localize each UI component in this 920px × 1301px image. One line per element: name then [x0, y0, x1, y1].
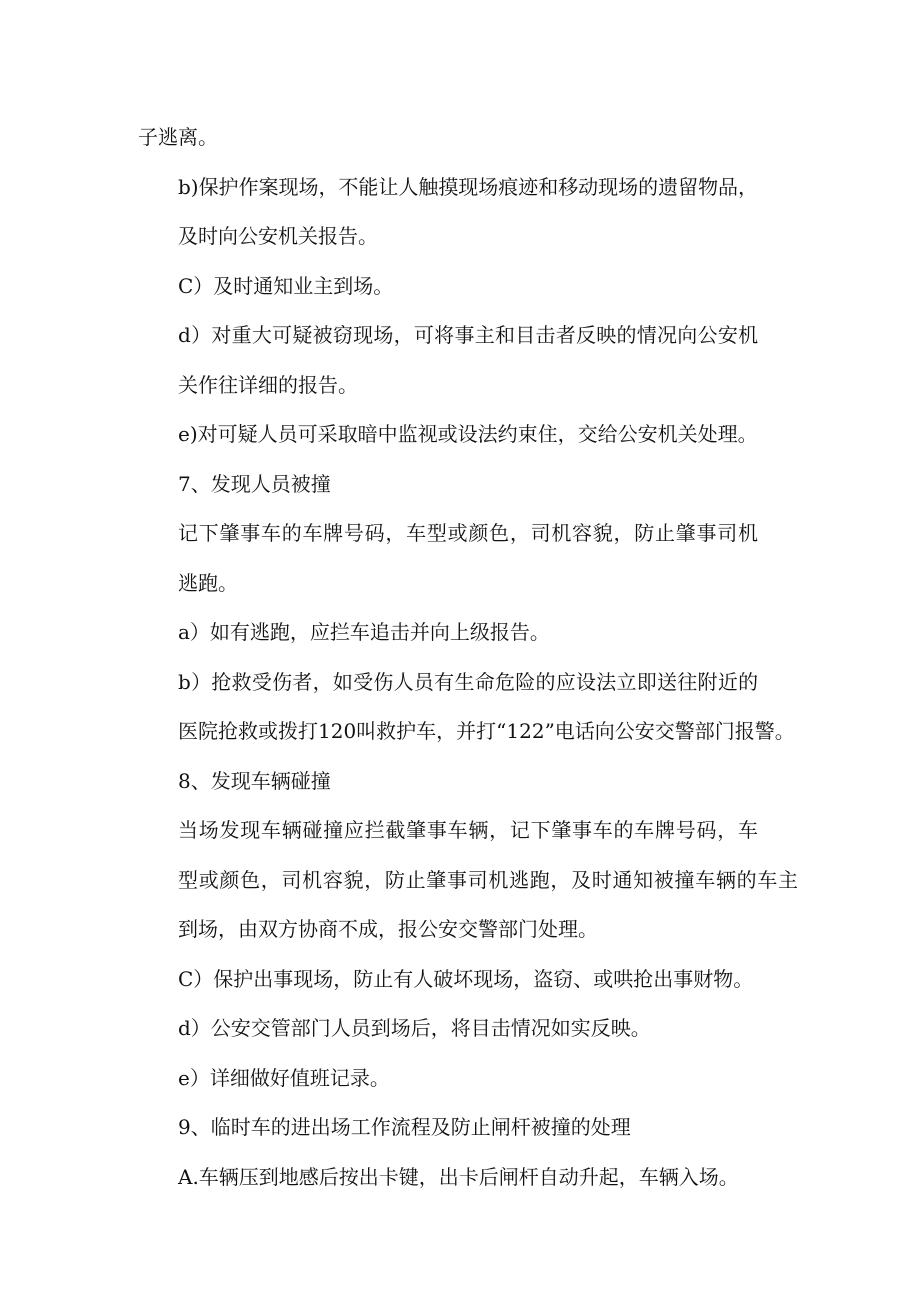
paragraph [138, 311, 798, 410]
paragraph [138, 509, 798, 608]
text-line: 逃跑。 [178, 570, 238, 595]
text-line: A.车辆压到地感后按出卡键，出卡后闸杆自动升起，车辆入场。 [178, 1164, 739, 1189]
text-line: 及时向公安机关报告。 [178, 224, 378, 248]
text-line: 9、临时车的进出场工作流程及防止闸杆被撞的处理 [178, 1115, 631, 1139]
text-line: 关作往详细的报告。 [178, 372, 358, 397]
paragraph [138, 608, 798, 658]
paragraph [138, 658, 798, 757]
paragraph [138, 460, 798, 510]
paragraph [138, 163, 798, 262]
paragraph [138, 806, 798, 955]
paragraph [138, 262, 798, 312]
text-line: 医院抢救或拨打120叫救护车，并打“122”电话向公安交警部门报警。 [178, 719, 795, 743]
text-line: 型或颜色，司机容貌，防止肇事司机逃跑，及时通知被撞车辆的车主 [178, 867, 799, 892]
text-line: 到场，由双方协商不成，报公安交警部门处理。 [178, 917, 598, 941]
text-line: d）对重大可疑被窃现场，可将事主和目击者反映的情况向公安机 [178, 323, 759, 347]
paragraph [138, 1054, 798, 1104]
document-body [138, 113, 798, 1202]
paragraph [138, 1153, 798, 1203]
text-line: 当场发现车辆碰撞应拦截肇事车辆，记下肇事车的车牌号码，车 [178, 818, 759, 842]
text-line: C）及时通知业主到场。 [178, 273, 394, 298]
text-line: 8、发现车辆碰撞 [178, 768, 331, 793]
paragraph [138, 410, 798, 460]
text-line: b）抢救受伤者，如受伤人员有生命危险的应设法立即送往附近的 [178, 669, 759, 694]
paragraph [138, 1103, 798, 1153]
text-line: 7、发现人员被撞 [178, 471, 331, 496]
text-line: e）详细做好值班记录。 [178, 1065, 390, 1090]
text-line: 记下肇事车的车牌号码，车型或颜色，司机容貌，防止肇事司机 [178, 521, 759, 545]
paragraph [138, 955, 798, 1005]
text-line: b)保护作案现场，不能让人触摸现场痕迹和移动现场的遗留物品， [178, 174, 759, 199]
text-line: d）公安交管部门人员到场后，将目击情况如实反映。 [178, 1016, 651, 1040]
paragraph [138, 1004, 798, 1054]
text-line: 子逃离。 [138, 125, 218, 149]
text-line: e)对可疑人员可采取暗中监视或设法约束住，交给公安机关处理。 [178, 422, 758, 446]
paragraph [138, 113, 798, 163]
paragraph [138, 757, 798, 807]
text-line: C）保护出事现场，防止有人破坏现场，盗窃、或哄抢出事财物。 [178, 966, 754, 991]
text-line: a）如有逃跑，应拦车追击并向上级报告。 [178, 620, 550, 644]
